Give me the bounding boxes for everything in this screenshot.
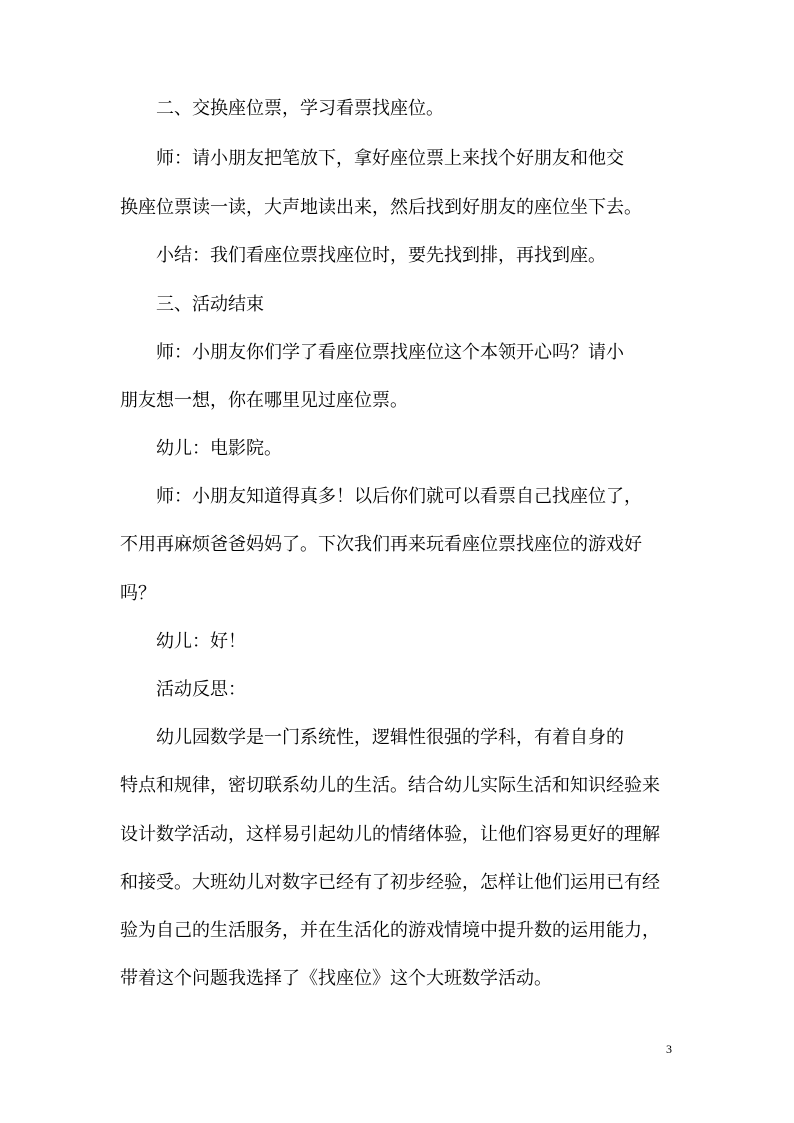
text-line: 小结：我们看座位票找座位时，要先找到排，再找到座。: [120, 245, 606, 266]
text-line: 幼儿：好！: [120, 631, 246, 652]
text-line: 师：请小朋友把笔放下，拿好座位票上来找个好朋友和他交: [120, 148, 624, 169]
text-line: 师：小朋友知道得真多！以后你们就可以看票自己找座位了，: [120, 486, 642, 507]
text-line: 和接受。大班幼儿对数字已经有了初步经验，怎样让他们运用已有经: [120, 872, 660, 893]
text-line: 二、交换座位票，学习看票找座位。: [120, 98, 444, 119]
text-line: 吗？: [120, 583, 156, 604]
text-line: 验为自己的生活服务，并在生活化的游戏情境中提升数的运用能力，: [120, 920, 660, 941]
text-line: 设计数学活动，这样易引起幼儿的情绪体验，让他们容易更好的理解: [120, 824, 660, 845]
text-line: 带着这个问题我选择了《找座位》这个大班数学活动。: [120, 968, 552, 989]
text-line: 换座位票读一读，大声地读出来，然后找到好朋友的座位坐下去。: [120, 197, 642, 218]
text-line: 幼儿园数学是一门系统性，逻辑性很强的学科，有着自身的: [120, 727, 624, 748]
text-line: 三、活动结束: [120, 294, 264, 315]
text-line: 特点和规律，密切联系幼儿的生活。结合幼儿实际生活和知识经验来: [120, 775, 660, 796]
page-number: 3: [666, 1042, 672, 1056]
text-line: 活动反思：: [120, 679, 246, 700]
text-line: 师：小朋友你们学了看座位票找座位这个本领开心吗？请小: [120, 342, 624, 363]
text-line: 幼儿：电影院。: [120, 438, 282, 459]
text-line: 朋友想一想，你在哪里见过座位票。: [120, 390, 408, 411]
text-line: 不用再麻烦爸爸妈妈了。下次我们再来玩看座位票找座位的游戏好: [120, 534, 642, 555]
